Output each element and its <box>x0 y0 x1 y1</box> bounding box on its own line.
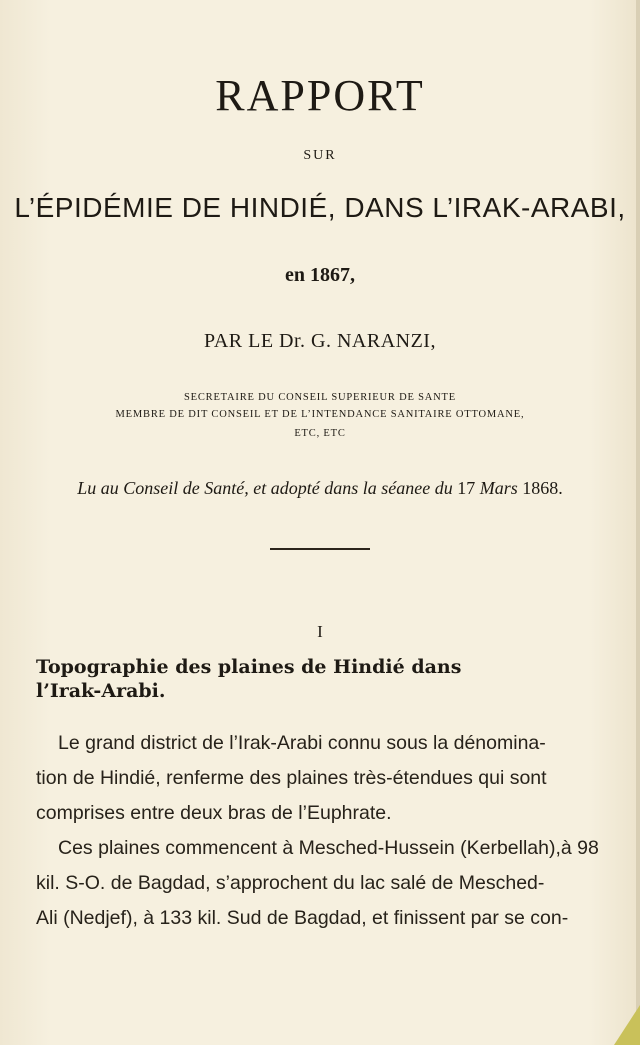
show-through-bleed <box>60 18 520 78</box>
separator-rule <box>270 548 370 550</box>
author-role-line-2: MEMBRE DE DIT CONSEIL ET DE L’INTENDANCE SANITAIRE OTTOMANE, <box>115 409 525 420</box>
body-line-6: Ali (Nedjef), à 133 kil. Sud de Bagdad, et finissent par se con- <box>36 907 569 929</box>
author-byline: PAR LE Dr. G. NARANZI, <box>204 330 436 352</box>
report-year: en 1867, <box>285 264 355 286</box>
page-corner-tab <box>614 1005 640 1045</box>
report-heading: L’ÉPIDÉMIE DE HINDIÉ, DANS L’IRAK-ARABI, <box>14 192 626 223</box>
body-line-1: Le grand district de l’Irak-Arabi connu sous la dénomina- <box>58 732 546 754</box>
section-title-line-1: Topographie des plaines de Hindié dans <box>36 656 462 678</box>
approval-month: Mars <box>479 478 518 498</box>
section-number: I <box>317 622 323 641</box>
report-sur: SUR <box>303 148 337 163</box>
body-line-4: Ces plaines commencent à Mesched-Hussein (Kerbellah),à 98 <box>58 837 599 859</box>
author-role-line-1: SECRETAIRE DU CONSEIL SUPERIEUR DE SANTE <box>184 392 456 403</box>
section-title-line-2: l’Irak-Arabi. <box>36 680 166 702</box>
body-line-5: kil. S-O. de Bagdad, s’approchent du lac salé de Mesched- <box>36 872 545 894</box>
body-line-3: comprises entre deux bras de l’Euphrate. <box>36 802 392 824</box>
approval-text: Lu au Conseil de Santé, et adopté dans la séanee du <box>77 478 453 498</box>
author-role-line-3: ETC, ETC <box>294 428 346 439</box>
approval-line <box>0 478 640 499</box>
body-line-2: tion de Hindié, renferme des plaines très-étendues qui sont <box>36 767 547 789</box>
approval-day: 17 <box>457 478 476 498</box>
approval-year: 1868. <box>522 478 563 498</box>
report-title: RAPPORT <box>215 71 425 120</box>
